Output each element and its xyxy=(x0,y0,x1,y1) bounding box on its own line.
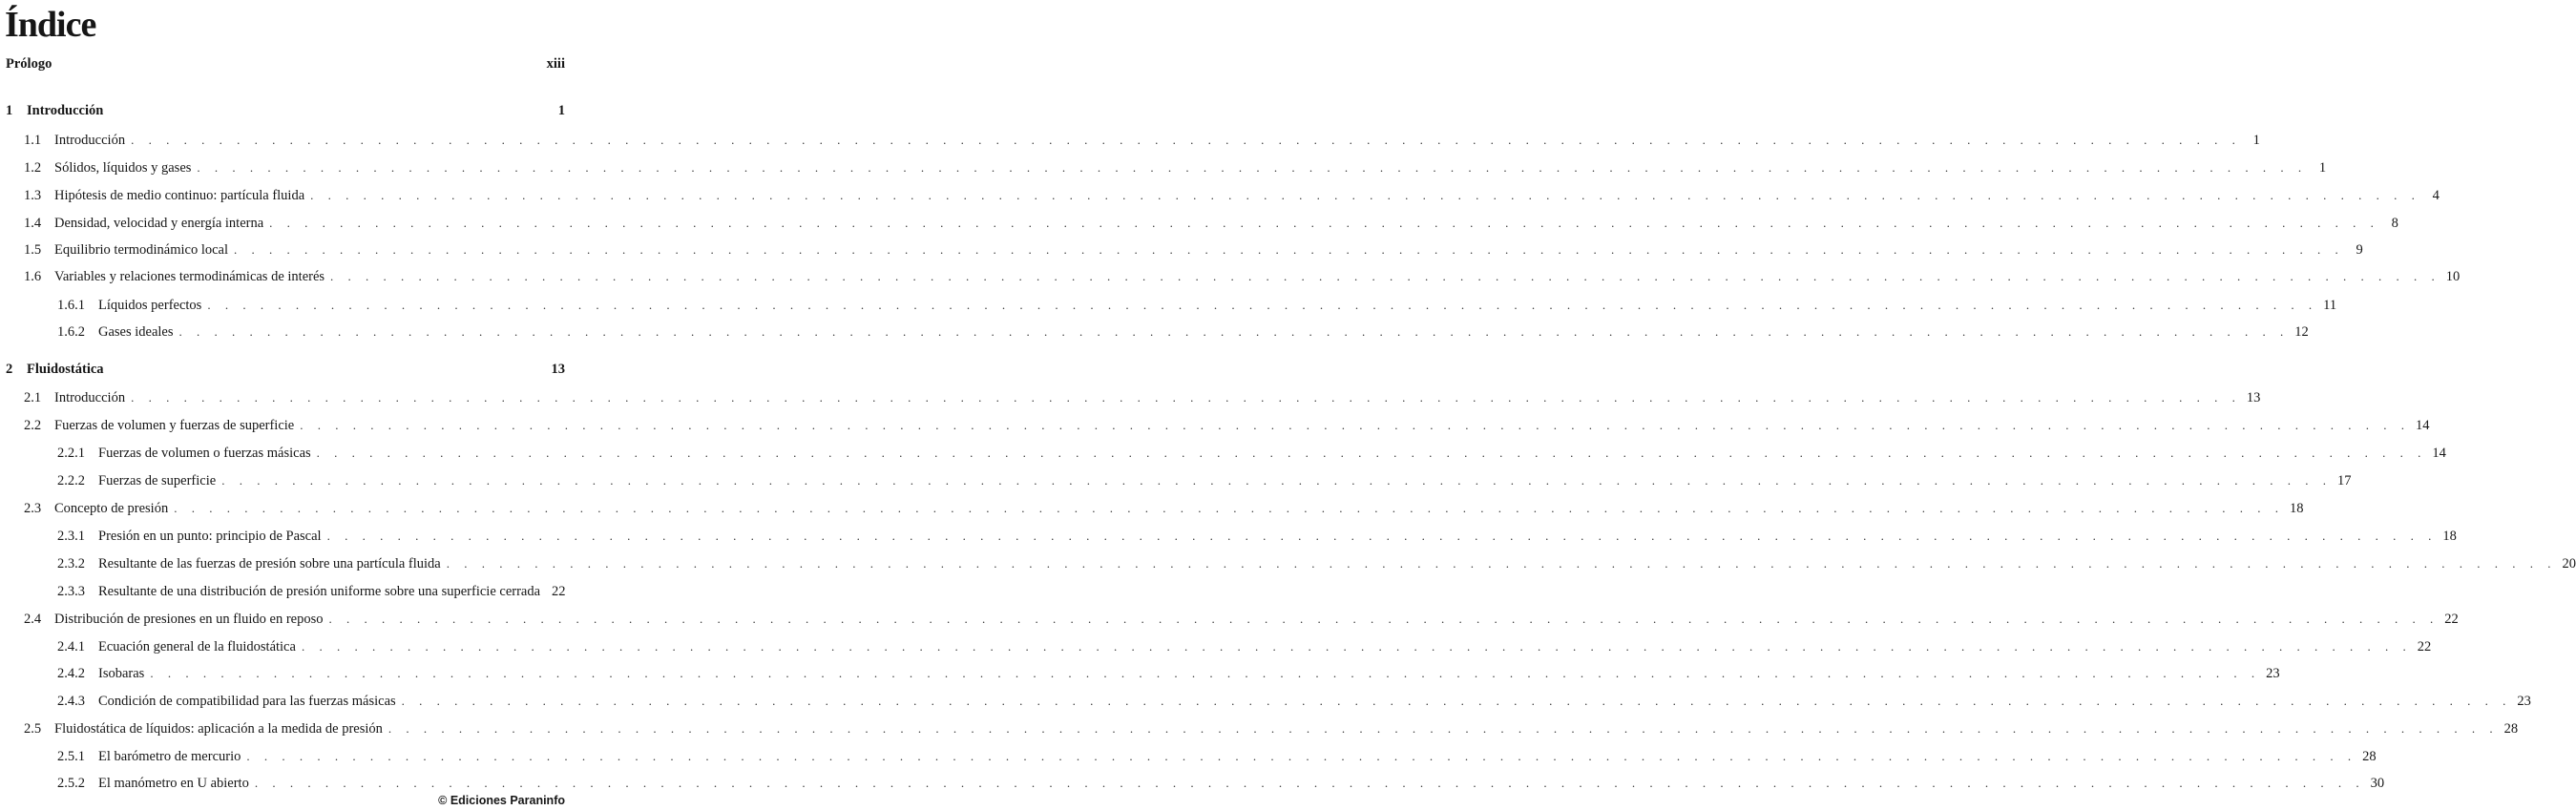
toc-entry-title: Variables y relaciones termodinámicas de interés xyxy=(54,269,325,284)
toc-page-number: 18 xyxy=(2442,529,2457,544)
publisher-footer: © Ediciones Paraninfo xyxy=(438,794,565,807)
dot-leader: . . . . . . . . . . . . . . . . . . . . . . . . . . . . . . . . . . . . . . . . . . . . . . . . . . . . . . . . . . . . . . . . . . . . . . . . . . . . . . . . . . . . . . . . . . . . . . . . . . . . . . . . . . . . . . . . . . . . . . . . xyxy=(221,473,2332,488)
toc-entry-title: El manómetro en U abierto xyxy=(98,776,249,791)
toc-entry-row[interactable] xyxy=(0,216,2398,237)
toc-entry-row[interactable] xyxy=(0,133,2260,154)
dot-leader: . . . . . . . . . . . . . . . . . . . . . . . . . . . . . . . . . . . . . . . . . . . . . . . . . . . . . . . . . . . . . . . . . . . . . . . . . . . . . . . . . . . . . . . . . . . . . . . . . . . . . . . . . . . . . . . . . . . . . . . . xyxy=(330,269,2440,283)
toc-entry-number: 1.4 xyxy=(24,216,42,231)
toc-entry-title: Densidad, velocidad y energía interna xyxy=(54,216,264,231)
toc-entry-row[interactable] xyxy=(0,269,2461,290)
toc-entry-number: 1.3 xyxy=(24,188,42,203)
toc-entry-title: Resultante de las fuerzas de presión sobre una partícula fluida xyxy=(98,556,441,571)
toc-entry-title: Hipótesis de medio continuo: partícula fluida xyxy=(54,188,305,203)
toc-entry-title: Ecuación general de la fluidostática xyxy=(98,639,296,654)
dot-leader: . . . . . . . . . . . . . . . . . . . . . . . . . . . . . . . . . . . . . . . . . . . . . . . . . . . . . . . . . . . . . . . . . . . . . . . . . . . . . . . . . . . . . . . . . . . . . . . . . . . . . . . . . . . . . . . . . . . . . . . . xyxy=(328,612,2440,626)
toc-entry-title: Introducción xyxy=(54,390,126,405)
toc-entry-row[interactable] xyxy=(0,612,2459,633)
page-title: Índice xyxy=(5,5,96,45)
toc-entry-number: 1.6.1 xyxy=(57,298,85,313)
toc-entry-row[interactable] xyxy=(0,390,2261,411)
toc-page-number: 23 xyxy=(2517,694,2531,709)
toc-entry-row[interactable] xyxy=(0,529,2457,550)
toc-page-number: 9 xyxy=(2356,242,2363,258)
toc-entry-number: 2.2.1 xyxy=(57,446,85,461)
toc-entry-number: 2.3.2 xyxy=(57,556,85,571)
toc-entry-title: Isobaras xyxy=(98,666,145,681)
dot-leader: . . . . . . . . . . . . . . . . . . . . . . . . . . . . . . . . . . . . . . . . . . . . . . . . . . . . . . . . . . . . . . . . . . . . . . . . . . . . . . . . . . . . . . . . . . . . . . . . . . . . . . . . . . . . . . . . . . . . . . . . xyxy=(178,324,2290,339)
toc-entry-number: 2.5.1 xyxy=(57,749,85,764)
toc-entry-row[interactable] xyxy=(0,721,2519,742)
toc-entry-number: 2.1 xyxy=(24,390,42,405)
dot-leader: . . . . . . . . . . . . . . . . . . . . . . . . . . . . . . . . . . . . . . . . . . . . . . . . . . . . . . . . . . . . . . . . . . . . . . . . . . . . . . . . . . . . . . . . . . . . . . . . . . . . . . . . . . . . . . . . . . . . . . . . xyxy=(150,666,2261,680)
toc-entry-title: Introducción xyxy=(27,103,104,118)
dot-leader: . . . . . . . . . . . . . . . . . . . . . . . . . . . . . . . . . . . . . . . . . . . . . . . . . . . . . . . . . . . . . . . . . . . . . . . . . . . . . . . . . . . . . . . . . . . . . . . . . . . . . . . . . . . . . . . . . . . . . . . . xyxy=(131,390,2241,405)
dot-leader: . . . . . . . . . . . . . . . . . . . . . . . . . . . . . . . . . . . . . . . . . . . . . . . . . . . . . . . . . . . . . . . . . . . . . . . . . . . . . . . . . . . . . . . . . . . . . . . . . . . . . . . . . . . . . . . . . . . . . . . . xyxy=(254,776,2365,790)
toc-entry-title: Prólogo xyxy=(6,56,52,72)
toc-entry-row[interactable] xyxy=(0,666,2280,687)
toc-entry-title: Equilibrio termodinámico local xyxy=(54,242,229,258)
toc-page-number: 4 xyxy=(2432,188,2440,203)
toc-entry-title: Presión en un punto: principio de Pascal xyxy=(98,529,322,544)
toc-entry-number: 2.5 xyxy=(24,721,42,737)
toc-entry-row[interactable] xyxy=(0,188,2440,209)
toc-entry-title: Fluidostática xyxy=(27,362,104,377)
toc-entry-number: 1.5 xyxy=(24,242,42,258)
toc-chapter-row[interactable] xyxy=(0,56,573,77)
dot-leader: . . . . . . . . . . . . . . . . . . . . . . . . . . . . . . . . . . . . . . . . . . . . . . . . . . . . . . . . . . . . . . . . . . . . . . . . . . . . . . . . . . . . . . . . . . . . . . . . . . . . . . . . . . . . . . . . . . . . . . . . xyxy=(401,694,2512,708)
toc-entry-title: Sólidos, líquidos y gases xyxy=(54,160,192,176)
toc-page-number: 22 xyxy=(2417,639,2432,654)
toc-entry-row[interactable] xyxy=(0,556,2576,577)
toc-page-number: 23 xyxy=(2266,666,2280,681)
dot-leader: . . . . . . . . . . . . . . . . . . . . . . . . . . . . . . . . . . . . . . . . . . . . . . . . . . . . . . . . . . . . . . . . . . . . . . . . . . . . . . . . . . . . . . . . . . . . . . . . . . . . . . . . . . . . . . . . . . . . . . . . xyxy=(300,418,2410,432)
toc-entry-title: Distribución de presiones en un fluido en reposo xyxy=(54,612,324,627)
toc-page-number: 28 xyxy=(2503,721,2519,737)
toc-page-number: 13 xyxy=(2246,390,2261,405)
toc-page-number: 1 xyxy=(2252,133,2260,148)
toc-entry-row[interactable] xyxy=(0,639,2432,660)
toc-entry-row[interactable] xyxy=(0,298,2337,319)
toc-page-number: 10 xyxy=(2445,269,2461,284)
toc-entry-title: Líquidos perfectos xyxy=(98,298,202,313)
toc-page-number: 22 xyxy=(552,584,566,599)
toc-entry-number: 2.2 xyxy=(24,418,42,433)
toc-entry-number: 2.5.2 xyxy=(57,776,85,791)
toc-entry-number: 2.4.2 xyxy=(57,666,85,681)
toc-entry-number: 2.3.3 xyxy=(57,584,85,599)
toc-page-number: 28 xyxy=(2362,749,2377,764)
toc-entry-title: Introducción xyxy=(54,133,126,148)
toc-page-number: xiii xyxy=(546,56,565,72)
toc-entry-number: 1.6.2 xyxy=(57,324,85,340)
toc-entry-number: 1.2 xyxy=(24,160,42,176)
toc-entry-row[interactable] xyxy=(0,501,2304,522)
toc-entry-number: 2.4.1 xyxy=(57,639,85,654)
toc-entry-row[interactable] xyxy=(0,418,2430,439)
toc-page-number: 14 xyxy=(2415,418,2430,433)
toc-entry-title: Condición de compatibilidad para las fuerzas másicas xyxy=(98,694,396,709)
toc-page-number: 20 xyxy=(2562,556,2576,571)
toc-entry-number: 2.2.2 xyxy=(57,473,85,488)
toc-page-number: 8 xyxy=(2391,216,2398,231)
dot-leader: . . . . . . . . . . . . . . . . . . . . . . . . . . . . . . . . . . . . . . . . . . . . . . . . . . . . . . . . . . . . . . . . . . . . . . . . . . . . . . . . . . . . . . . . . . . . . . . . . . . . . . . . . . . . . . . . . . . . . . . . xyxy=(197,160,2308,175)
toc-entry-title: Fuerzas de superficie xyxy=(98,473,217,488)
toc-page-number: 13 xyxy=(551,362,565,377)
toc-entry-number: 1 xyxy=(6,103,13,118)
toc-page-number: 11 xyxy=(2323,298,2337,313)
dot-leader: . . . . . . . . . . . . . . . . . . . . . . . . . . . . . . . . . . . . . . . . . . . . . . . . . . . . . . . . . . . . . . . . . . . . . . . . . . . . . . . . . . . . . . . . . . . . . . . . . . . . . . . . . . . . . . . . . . . . . . . . xyxy=(446,556,2557,571)
toc-entry-row[interactable] xyxy=(0,584,573,605)
toc-page-number: 30 xyxy=(2370,776,2385,791)
toc-entry-row[interactable] xyxy=(0,324,2309,345)
dot-leader: . . . . . . . . . . . . . . . . . . . . . . . . . . . . . . . . . . . . . . . . . . . . . . . . . . . . . . . . . . . . . . . . . . . . . . . . . . . . . . . . . . . . . . . . . . . . . . . . . . . . . . . . . . . . . . . . . . . . . . . . xyxy=(234,242,2344,257)
toc-entry-title: Fluidostática de líquidos: aplicación a la medida de presión xyxy=(54,721,383,737)
dot-leader: . . . . . . . . . . . . . . . . . . . . . . . . . . . . . . . . . . . . . . . . . . . . . . . . . . . . . . . . . . . . . . . . . . . . . . . . . . . . . . . . . . . . . . . . . . . . . . . . . . . . . . . . . . . . . . . . . . . . . . . . xyxy=(387,721,2499,736)
dot-leader: . . . . . . . . . . . . . . . . . . . . . . . . . . . . . . . . . . . . . . . . . . . . . . . . . . . . . . . . . . . . . . . . . . . . . . . . . . . . . . . . . . . . . . . . . . . . . . . . . . . . . . . . . . . . . . . . . . . . . . . . xyxy=(246,749,2357,763)
toc-entry-row[interactable] xyxy=(0,473,2352,494)
toc-entry-number: 2.4.3 xyxy=(57,694,85,709)
toc-entry-row[interactable] xyxy=(0,749,2377,770)
toc-entry-number: 2.3.1 xyxy=(57,529,85,544)
toc-entry-number: 1.1 xyxy=(24,133,42,148)
toc-entry-title: Resultante de una distribución de presión uniforme sobre una superficie cerrada xyxy=(98,584,541,599)
dot-leader: . . . . . . . . . . . . . . . . . . . . . . . . . . . . . . . . . . . . . . . . . . . . . . . . . . . . . . . . . . . . . . . . . . . . . . . . . . . . . . . . . . . . . . . . . . . . . . . . . . . . . . . . . . . . . . . . . . . . . . . . xyxy=(174,501,2284,515)
toc-chapter-row[interactable] xyxy=(0,362,573,383)
toc-entry-title: El barómetro de mercurio xyxy=(98,749,241,764)
toc-entry-title: Fuerzas de volumen y fuerzas de superficie xyxy=(54,418,295,433)
dot-leader: . . . . . . . . . . . . . . . . . . . . . . . . . . . . . . . . . . . . . . . . . . . . . . . . . . . . . . . . . . . . . . . . . . . . . . . . . . . . . . . . . . . . . . . . . . . . . . . . . . . . . . . . . . . . . . . . . . . . . . . . xyxy=(207,298,2318,312)
toc-entry-row[interactable] xyxy=(0,446,2446,467)
toc-entry-number: 2 xyxy=(6,362,13,377)
toc-entry-row[interactable] xyxy=(0,160,2327,181)
toc-page-number: 12 xyxy=(2294,324,2309,340)
toc-entry-number: 1.6 xyxy=(24,269,42,284)
toc-entry-title: Fuerzas de volumen o fuerzas másicas xyxy=(98,446,311,461)
toc-entry-title: Gases ideales xyxy=(98,324,174,340)
dot-leader: . . . . . . . . . . . . . . . . . . . . . . . . . . . . . . . . . . . . . . . . . . . . . . . . . . . . . . . . . . . . . . . . . . . . . . . . . . . . . . . . . . . . . . . . . . . . . . . . . . . . . . . . . . . . . . . . . . . . . . . . xyxy=(301,639,2412,654)
toc-entry-row[interactable] xyxy=(0,242,2363,263)
toc-page-number: 22 xyxy=(2444,612,2459,627)
toc-page-number: 14 xyxy=(2432,446,2446,461)
toc-entry-number: 2.3 xyxy=(24,501,42,516)
dot-leader: . . . . . . . . . . . . . . . . . . . . . . . . . . . . . . . . . . . . . . . . . . . . . . . . . . . . . . . . . . . . . . . . . . . . . . . . . . . . . . . . . . . . . . . . . . . . . . . . . . . . . . . . . . . . . . . . . . . . . . . . xyxy=(131,133,2241,147)
dot-leader: . . . . . . . . . . . . . . . . . . . . . . . . . . . . . . . . . . . . . . . . . . . . . . . . . . . . . . . . . . . . . . . . . . . . . . . . . . . . . . . . . . . . . . . . . . . . . . . . . . . . . . . . . . . . . . . . . . . . . . . . xyxy=(326,529,2438,543)
toc-page-number: 1 xyxy=(2318,160,2327,176)
toc-page-number: 18 xyxy=(2289,501,2304,516)
toc-page-number: 1 xyxy=(557,103,565,118)
dot-leader: . . . . . . . . . . . . . . . . . . . . . . . . . . . . . . . . . . . . . . . . . . . . . . . . . . . . . . . . . . . . . . . . . . . . . . . . . . . . . . . . . . . . . . . . . . . . . . . . . . . . . . . . . . . . . . . . . . . . . . . . xyxy=(269,216,2379,230)
dot-leader: . . . . . . . . . . . . . . . . . . . . . . . . . . . . . . . . . . . . . . . . . . . . . . . . . . . . . . . . . . . . . . . . . . . . . . . . . . . . . . . . . . . . . . . . . . . . . . . . . . . . . . . . . . . . . . . . . . . . . . . . xyxy=(316,446,2427,460)
toc-entry-title: Concepto de presión xyxy=(54,501,169,516)
toc-entry-number: 2.4 xyxy=(24,612,42,627)
toc-chapter-row[interactable] xyxy=(0,103,573,124)
dot-leader: . . . . . . . . . . . . . . . . . . . . . . . . . . . . . . . . . . . . . . . . . . . . . . . . . . . . . . . . . . . . . . . . . . . . . . . . . . . . . . . . . . . . . . . . . . . . . . . . . . . . . . . . . . . . . . . . . . . . . . . . xyxy=(310,188,2420,202)
toc-page-number: 17 xyxy=(2336,473,2352,488)
toc-entry-row[interactable] xyxy=(0,694,2531,715)
